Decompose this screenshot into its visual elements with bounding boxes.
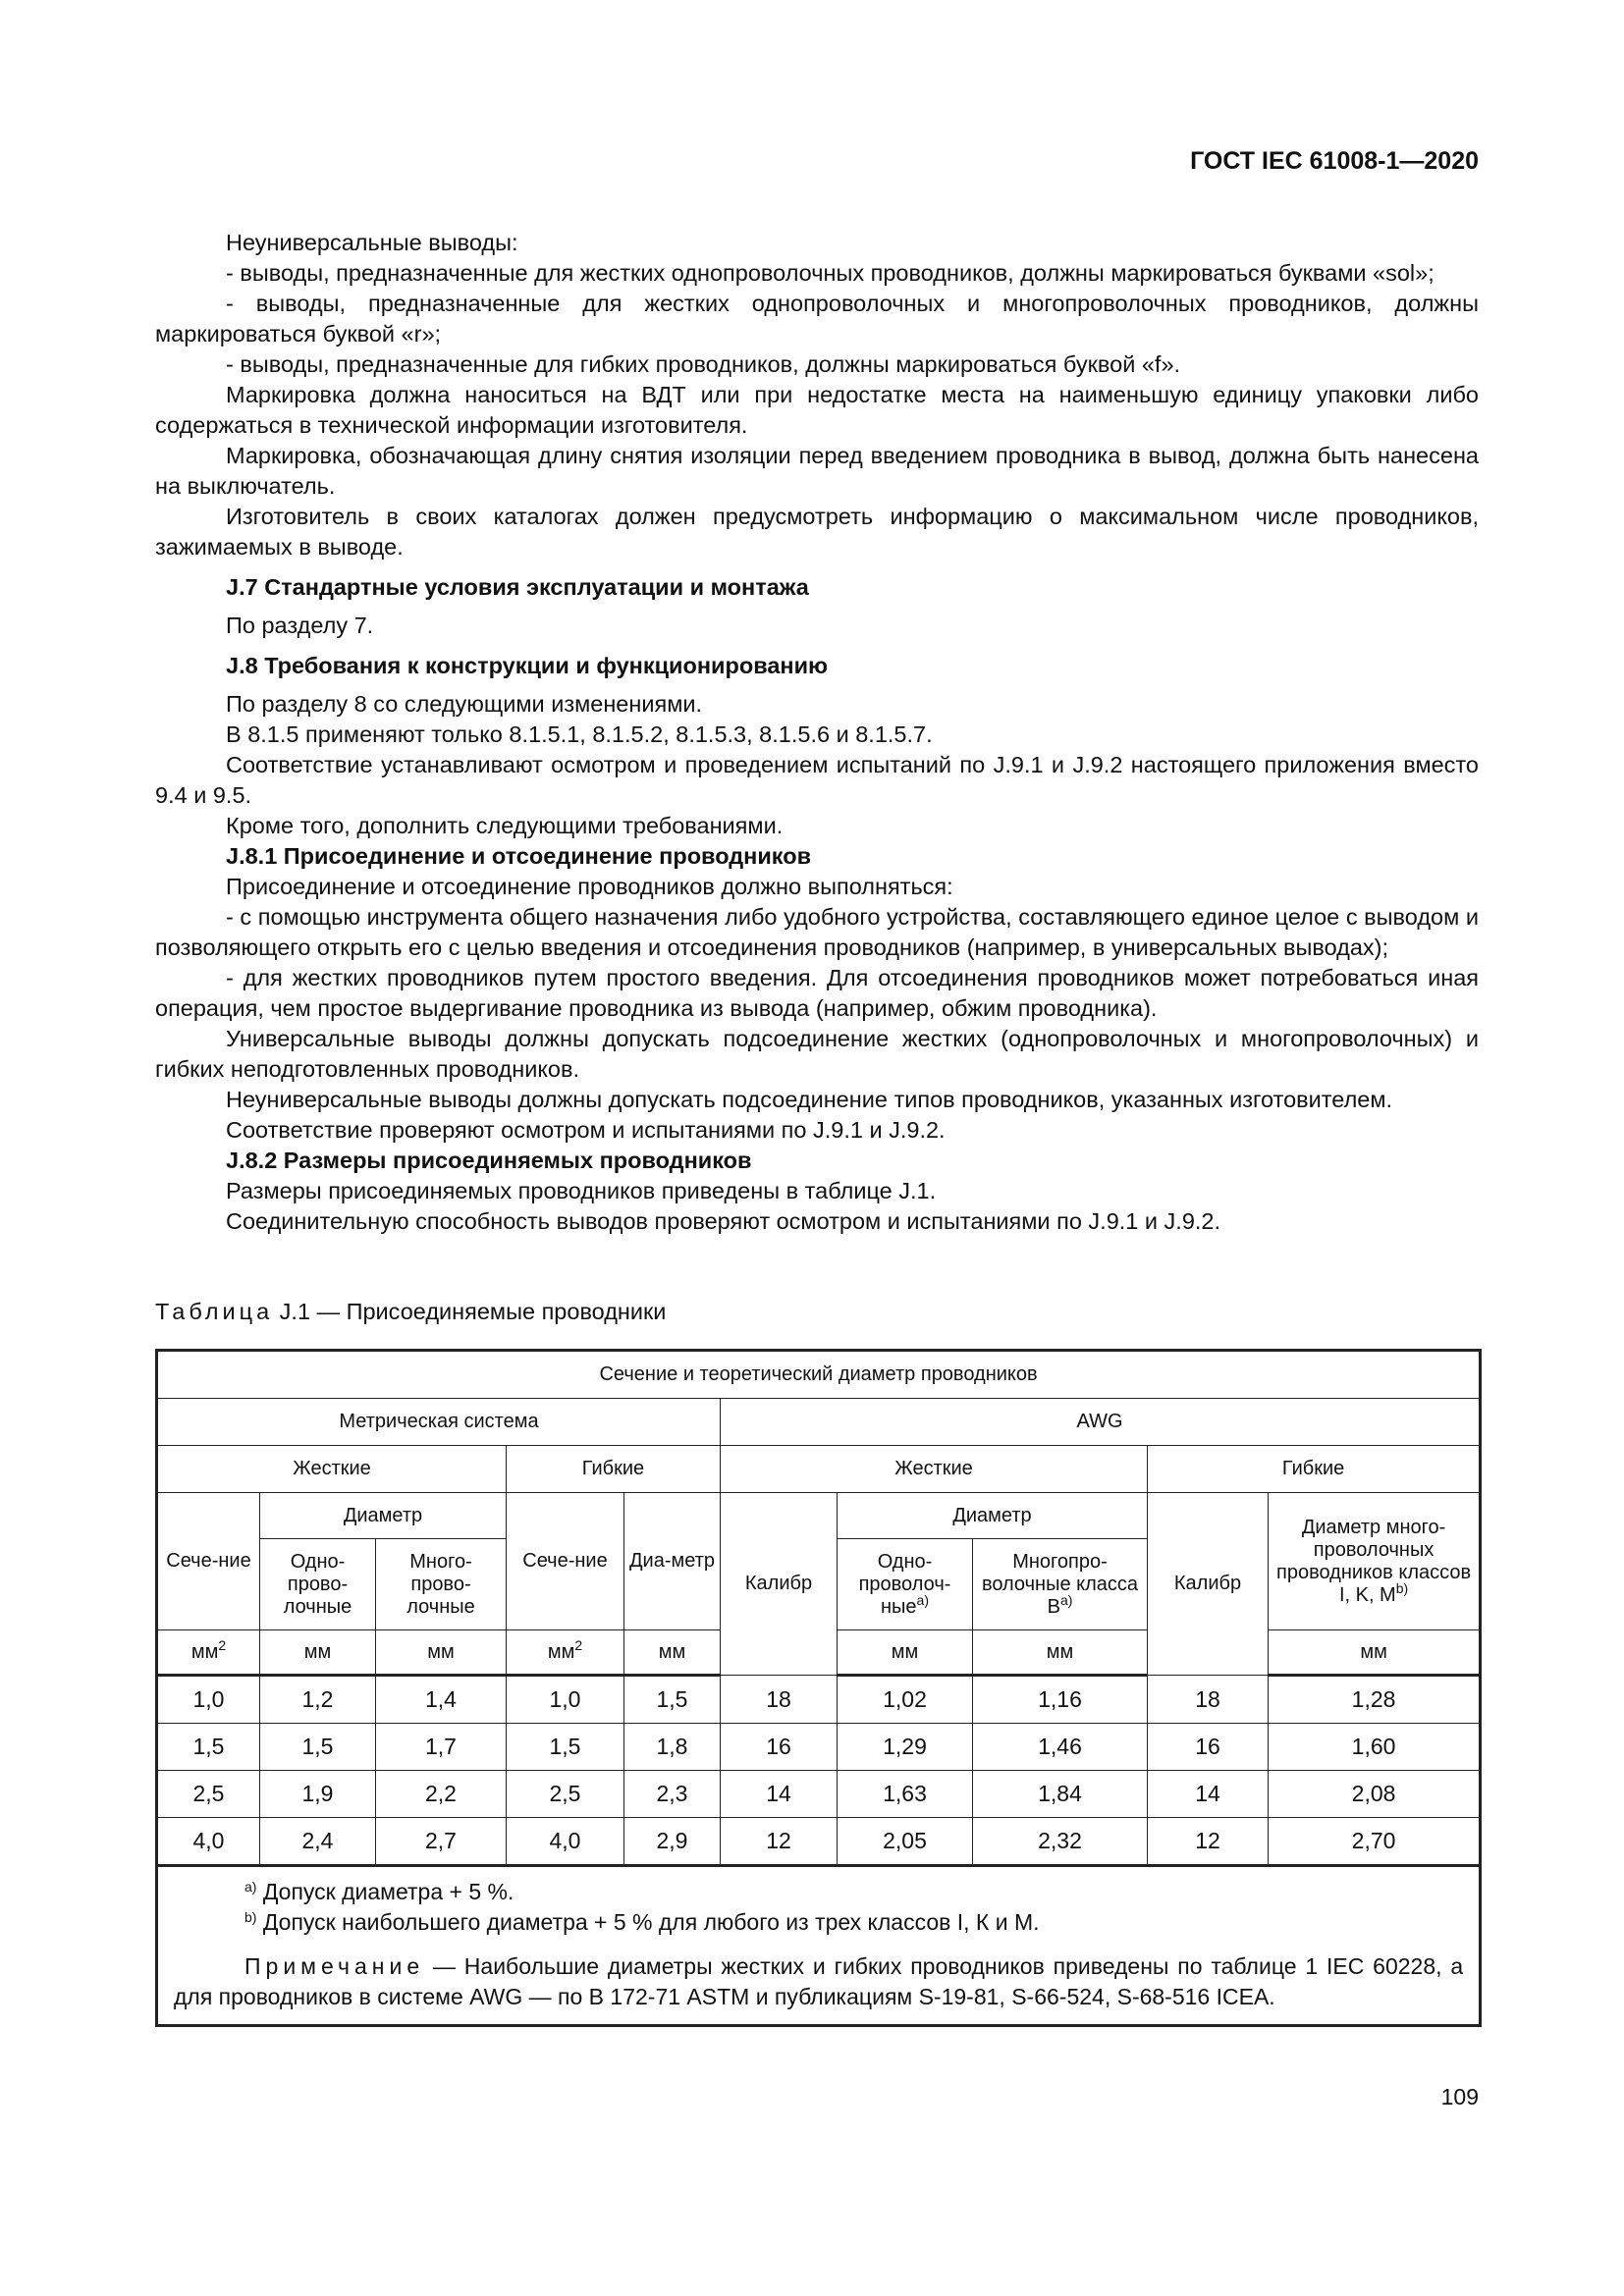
table-cell: 1,5	[157, 1724, 260, 1771]
table-cell: 16	[721, 1724, 838, 1771]
standard-designation: ГОСТ IEC 61008-1—2020	[1190, 147, 1479, 175]
table-cell: 2,5	[157, 1771, 260, 1818]
table-cell: 1,16	[973, 1676, 1148, 1724]
awg-rigid-diameter-header: Диаметр	[838, 1493, 1148, 1539]
unit-cell: мм	[376, 1630, 507, 1676]
note-label: Примечание	[244, 1953, 425, 1979]
list-item: - с помощью инструмента общего назначения либо удобного устройства, составляющего единое целое с выводом и позволяющего открыть его с целью введения и отсоединения проводников (например, в универсальных выводах);	[155, 904, 1479, 960]
table-cell: 2,70	[1269, 1818, 1481, 1866]
table-cell: 4,0	[157, 1818, 260, 1866]
table-cell: 2,2	[376, 1771, 507, 1818]
footnote-mark: a)	[244, 1879, 257, 1895]
paragraph: В 8.1.5 применяют только 8.1.5.1, 8.1.5.2, 8.1.5.3, 8.1.5.6 и 8.1.5.7.	[226, 721, 933, 747]
table-cell: 1,0	[157, 1676, 260, 1724]
awg-single-wire-header	[838, 1539, 973, 1630]
table-cell: 2,3	[624, 1771, 721, 1818]
unit-text: мм	[547, 1640, 575, 1663]
table-cell: 12	[1148, 1818, 1269, 1866]
metric-system-header: Метрическая система	[157, 1399, 721, 1446]
unit-cell	[157, 1630, 260, 1676]
unit-cell	[507, 1630, 624, 1676]
paragraph: По разделу 8 со следующими изменениями.	[226, 691, 703, 717]
footnote-text: Допуск диаметра + 5 %.	[256, 1879, 514, 1904]
footnote-ref: a)	[916, 1591, 929, 1608]
table-cell: 1,29	[838, 1724, 973, 1771]
conductors-table	[155, 1349, 1482, 2027]
list-item: - выводы, предназначенные для жестких однопроволочных проводников, должны маркироваться буквами «sol»;	[226, 260, 1435, 286]
paragraph: Маркировка, обозначающая длину снятия изоляции перед введением проводника в вывод, должна быть нанесена на выключатель.	[155, 443, 1479, 499]
paragraph: Маркировка должна наноситься на ВДТ или при недостатке места на наименьшую единицу упаковки либо содержаться в технической информации изготовителя.	[155, 382, 1479, 438]
table-cell: 18	[1148, 1676, 1269, 1724]
footnote-b	[174, 1907, 1463, 1938]
paragraph: Соответствие проверяют осмотром и испытаниями по J.9.1 и J.9.2.	[226, 1117, 946, 1143]
unit-superscript: 2	[218, 1636, 227, 1653]
awg-multi-wire-text: Многопро-волочные класса B	[981, 1550, 1139, 1618]
table-note	[174, 1951, 1463, 2012]
table-caption-label: Таблица	[155, 1299, 274, 1324]
paragraph: Неуниверсальные выводы должны допускать подсоединение типов проводников, указанных изготовителем.	[226, 1087, 1393, 1112]
list-item: - выводы, предназначенные для гибких проводников, должны маркироваться буквой «f».	[226, 351, 1181, 377]
footnote-mark: b)	[244, 1909, 257, 1925]
unit-superscript: 2	[574, 1636, 583, 1653]
table-cell: 1,84	[973, 1771, 1148, 1818]
table-cell: 1,5	[507, 1724, 624, 1771]
table-cell: 1,9	[260, 1771, 376, 1818]
table-cell: 14	[1148, 1771, 1269, 1818]
table-caption-title: J.1 — Присоединяемые проводники	[273, 1299, 667, 1324]
paragraph: Кроме того, дополнить следующими требованиями.	[226, 813, 784, 838]
table-caption	[155, 1299, 666, 1325]
metric-single-wire-header: Одно-прово-лочные	[260, 1539, 376, 1630]
awg-rigid-gauge-header: Калибр	[721, 1493, 838, 1676]
table-cell: 2,5	[507, 1771, 624, 1818]
metric-flexible-header: Гибкие	[507, 1446, 721, 1493]
table-cell: 1,63	[838, 1771, 973, 1818]
table-cell: 1,4	[376, 1676, 507, 1724]
awg-flexible-header: Гибкие	[1148, 1446, 1481, 1493]
body-text	[155, 228, 1479, 1237]
table-cell: 14	[721, 1771, 838, 1818]
table-cell: 1,5	[624, 1676, 721, 1724]
note-text: — Наибольшие диаметры жестких и гибких проводников приведены по таблице 1 IEC 60228, а для проводников в системе AWG — по В 172-71 ASTM и публикациям S-19-81, S-66-524, S-68-516 ICEA.	[174, 1953, 1464, 2009]
table-notes	[157, 1866, 1481, 2026]
awg-flex-gauge-header: Калибр	[1148, 1493, 1269, 1676]
metric-rigid-header: Жесткие	[157, 1446, 507, 1493]
table-cell: 2,7	[376, 1818, 507, 1866]
table-cell: 1,2	[260, 1676, 376, 1724]
awg-flex-diameter-header	[1269, 1493, 1481, 1630]
paragraph: Размеры присоединяемых проводников приведены в таблице J.1.	[226, 1178, 937, 1203]
unit-cell: мм	[260, 1630, 376, 1676]
paragraph: Изготовитель в своих каталогах должен предусмотреть информацию о максимальном числе проводников, зажимаемых в выводе.	[155, 504, 1479, 560]
table-cell: 1,0	[507, 1676, 624, 1724]
unit-cell: мм	[624, 1630, 721, 1676]
metric-rigid-diameter-header: Диаметр	[260, 1493, 507, 1539]
awg-multi-wire-header	[973, 1539, 1148, 1630]
list-item: - выводы, предназначенные для жестких однопроволочных и многопроволочных проводников, должны маркироваться буквой «r»;	[155, 291, 1479, 347]
footnote-a	[174, 1877, 1463, 1907]
unit-text: мм	[190, 1640, 219, 1663]
metric-rigid-section-header: Сече-ние	[157, 1493, 260, 1630]
section-heading-j82: J.8.2 Размеры присоединяемых проводников	[226, 1148, 752, 1173]
awg-single-wire-text: Одно-проволоч-ные	[858, 1550, 951, 1618]
unit-cell: мм	[1269, 1630, 1481, 1676]
table-cell: 12	[721, 1818, 838, 1866]
unit-cell: мм	[838, 1630, 973, 1676]
metric-multi-wire-header: Много-прово-лочные	[376, 1539, 507, 1630]
footnote-ref: a)	[1059, 1591, 1073, 1608]
table-cell: 2,4	[260, 1818, 376, 1866]
table-cell: 2,32	[973, 1818, 1148, 1866]
table-cell: 1,5	[260, 1724, 376, 1771]
table-cell: 1,46	[973, 1724, 1148, 1771]
section-heading-j8: J.8 Требования к конструкции и функционированию	[226, 653, 829, 678]
metric-flex-section-header: Сече-ние	[507, 1493, 624, 1630]
section-heading-j7: J.7 Стандартные условия эксплуатации и монтажа	[226, 574, 809, 600]
awg-flex-diameter-text: Диаметр много-проволочных проводников классов I, K, M	[1276, 1516, 1472, 1606]
table-cell: 2,08	[1269, 1771, 1481, 1818]
page-number: 109	[1440, 2084, 1479, 2109]
table-cell: 1,8	[624, 1724, 721, 1771]
table-cell: 2,9	[624, 1818, 721, 1866]
awg-rigid-header: Жесткие	[721, 1446, 1148, 1493]
table-cell: 1,7	[376, 1724, 507, 1771]
table-cell: 1,28	[1269, 1676, 1481, 1724]
table-cell: 1,60	[1269, 1724, 1481, 1771]
table-cell: 2,05	[838, 1818, 973, 1866]
table-cell: 18	[721, 1676, 838, 1724]
table-cell: 1,02	[838, 1676, 973, 1724]
paragraph: Соединительную способность выводов проверяют осмотром и испытаниями по J.9.1 и J.9.2.	[226, 1208, 1221, 1234]
list-item: - для жестких проводников путем простого введения. Для отсоединения проводников может потребоваться иная операция, чем простое выдергивание проводника из вывода (например, обжим проводника).	[155, 965, 1479, 1021]
paragraph: Неуниверсальные выводы:	[226, 230, 518, 255]
paragraph: Универсальные выводы должны допускать подсоединение жестких (однопроволочных и многопроволочных) и гибких неподготовленных проводников.	[155, 1026, 1479, 1082]
table-cell: 4,0	[507, 1818, 624, 1866]
paragraph: Соответствие устанавливают осмотром и проведением испытаний по J.9.1 и J.9.2 настоящего приложения вместо 9.4 и 9.5.	[155, 752, 1479, 808]
metric-flex-diameter-header: Диа-метр	[624, 1493, 721, 1630]
awg-header: AWG	[721, 1399, 1481, 1446]
section-heading-j81: J.8.1 Присоединение и отсоединение проводников	[226, 843, 812, 869]
footnote-text: Допуск наибольшего диаметра + 5 % для любого из трех классов I, К и М.	[256, 1909, 1040, 1935]
footnote-ref: b)	[1395, 1579, 1409, 1596]
table-cell: 16	[1148, 1724, 1269, 1771]
table-top-header: Сечение и теоретический диаметр проводников	[157, 1351, 1481, 1399]
paragraph: Присоединение и отсоединение проводников должно выполняться:	[226, 874, 953, 899]
paragraph: По разделу 7.	[226, 613, 374, 638]
unit-cell: мм	[973, 1630, 1148, 1676]
